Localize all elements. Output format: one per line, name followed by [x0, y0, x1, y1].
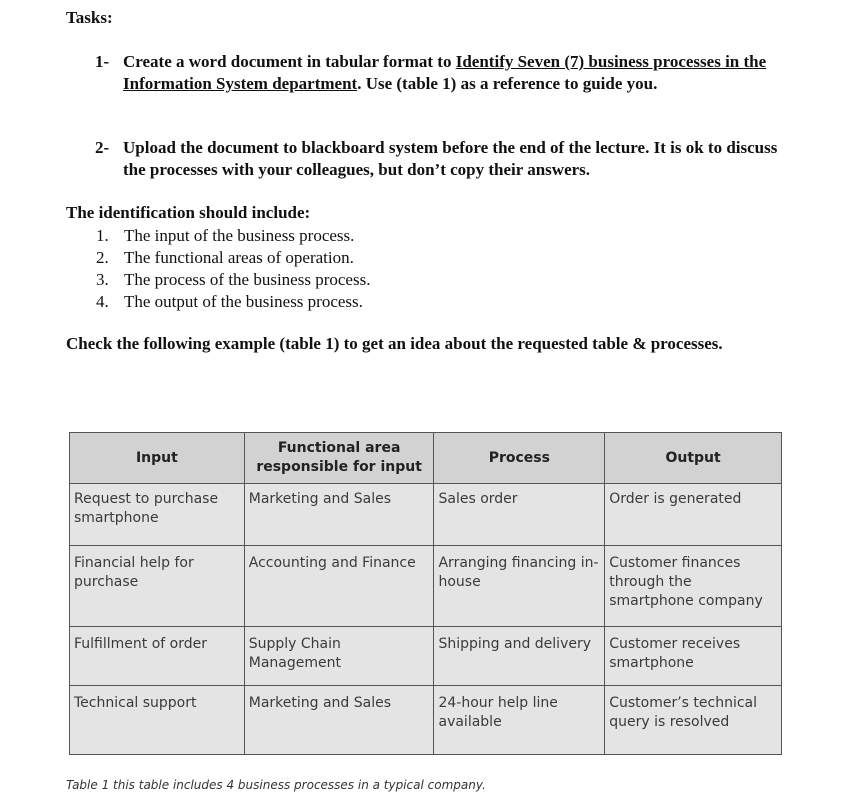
- table-cell: Accounting and Finance: [244, 546, 434, 627]
- table-cell: Customer receives smartphone: [605, 627, 782, 686]
- table-header-row: [70, 433, 782, 484]
- identification-item: [96, 247, 354, 269]
- task-1: [95, 51, 785, 117]
- table-row: [70, 686, 782, 755]
- task-2: [95, 137, 785, 181]
- identification-item: [96, 291, 363, 313]
- table-cell: Technical support: [70, 686, 245, 755]
- task-text: Upload the document to blackboard system before the end of the lecture. It is ok to discuss the processes with your colleagues, but don’t copy their answers.: [123, 138, 778, 179]
- task-number: 2-: [95, 138, 110, 157]
- item-number: 2.: [96, 248, 109, 267]
- table-cell: Customer finances through the smartphone company: [605, 546, 782, 627]
- task-text-start: Create a word document in tabular format to: [123, 52, 456, 71]
- table-cell: Customer’s technical query is resolved: [605, 686, 782, 755]
- header-functional-area: Functional area responsible for input: [244, 433, 434, 484]
- tasks-title: Tasks:: [66, 8, 113, 27]
- table-cell: Request to purchase smartphone: [70, 484, 245, 546]
- table-cell: Marketing and Sales: [244, 484, 434, 546]
- process-table: [69, 432, 782, 755]
- table-cell: Financial help for purchase: [70, 546, 245, 627]
- table-row: [70, 484, 782, 546]
- task-text: [123, 51, 783, 95]
- item-text: The input of the business process.: [124, 226, 355, 245]
- item-text: The output of the business process.: [124, 292, 363, 311]
- header-output: Output: [605, 433, 782, 484]
- item-number: 1.: [96, 226, 109, 245]
- table-row: [70, 546, 782, 627]
- header-input: Input: [70, 433, 245, 484]
- identification-heading: The identification should include:: [66, 203, 311, 222]
- task-text-end: . Use (table 1) as a reference to guide you.: [357, 74, 658, 93]
- table-cell: Shipping and delivery: [434, 627, 605, 686]
- item-text: The functional areas of operation.: [124, 248, 354, 267]
- item-number: 4.: [96, 292, 109, 311]
- table-cell: Supply Chain Management: [244, 627, 434, 686]
- task-number: 1-: [95, 52, 110, 71]
- item-number: 3.: [96, 270, 109, 289]
- header-process: Process: [434, 433, 605, 484]
- table-cell: Sales order: [434, 484, 605, 546]
- table-cell: 24-hour help line available: [434, 686, 605, 755]
- check-instruction: Check the following example (table 1) to get an idea about the requested table & processes.: [66, 334, 723, 353]
- table-cell: Order is generated: [605, 484, 782, 546]
- table-cell: Marketing and Sales: [244, 686, 434, 755]
- table-cell: Fulfillment of order: [70, 627, 245, 686]
- identification-item: [96, 269, 370, 291]
- task-underlined-text: Identify Seven (7) business processes in the Information System department: [123, 52, 767, 93]
- table-row: [70, 627, 782, 686]
- table-caption: Table 1 this table includes 4 business processes in a typical company.: [66, 778, 486, 792]
- table-cell: Arranging financing in-house: [434, 546, 605, 627]
- item-text: The process of the business process.: [124, 270, 371, 289]
- identification-item: [96, 225, 354, 247]
